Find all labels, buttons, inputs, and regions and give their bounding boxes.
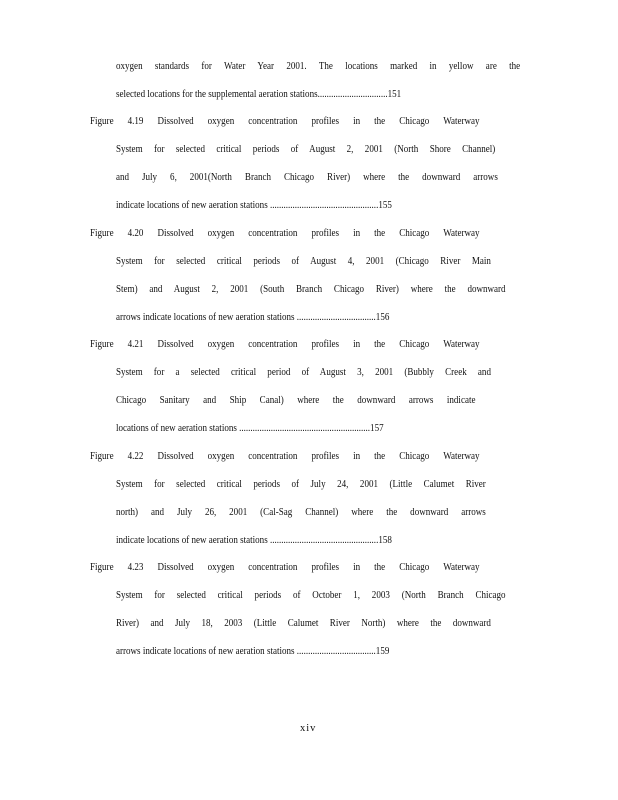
toc-line: arrows indicate locations of new aeration stations ...................................156 [116,312,390,323]
toc-line: oxygen standards for Water Year 2001. The locations marked in yellow are the [116,61,521,72]
toc-line: River) and July 18, 2003 (Little Calumet River North) where the downward [116,618,491,629]
toc-line: arrows indicate locations of new aeration stations ...................................159 [116,646,390,657]
toc-line: System for selected critical periods of October 1, 2003 (North Branch Chicago [116,590,506,601]
toc-line: Stem) and August 2, 2001 (South Branch Chicago River) where the downward [116,284,506,295]
toc-line: System for selected critical periods of August 4, 2001 (Chicago River Main [116,256,491,267]
toc-line: Chicago Sanitary and Ship Canal) where the downward arrows indicate [116,395,476,406]
toc-line: north) and July 26, 2001 (Cal-Sag Channel) where the downward arrows [116,507,486,518]
toc-line: System for selected critical periods of August 2, 2001 (North Shore Channel) [116,144,496,155]
toc-line: System for a selected critical period of August 3, 2001 (Bubbly Creek and [116,367,491,378]
page-number: xiv [300,723,317,734]
toc-line: indicate locations of new aeration stations ................................................158 [116,535,392,546]
toc-line: locations of new aeration stations ..........................................................157 [116,423,384,434]
toc-line: System for selected critical periods of July 24, 2001 (Little Calumet River [116,479,486,490]
toc-entry-figure-4-22: Figure 4.22 Dissolved oxygen concentration profiles in the Chicago Waterway [90,451,480,462]
toc-entry-figure-4-23: Figure 4.23 Dissolved oxygen concentration profiles in the Chicago Waterway [90,562,480,573]
toc-line: and July 6, 2001(North Branch Chicago River) where the downward arrows [116,172,498,183]
toc-entry-figure-4-21: Figure 4.21 Dissolved oxygen concentration profiles in the Chicago Waterway [90,339,480,350]
toc-line: indicate locations of new aeration stations ................................................155 [116,200,392,211]
toc-entry-figure-4-19: Figure 4.19 Dissolved oxygen concentration profiles in the Chicago Waterway [90,116,480,127]
toc-entry-figure-4-20: Figure 4.20 Dissolved oxygen concentration profiles in the Chicago Waterway [90,228,480,239]
toc-line: selected locations for the supplemental aeration stations...............................151 [116,89,402,100]
